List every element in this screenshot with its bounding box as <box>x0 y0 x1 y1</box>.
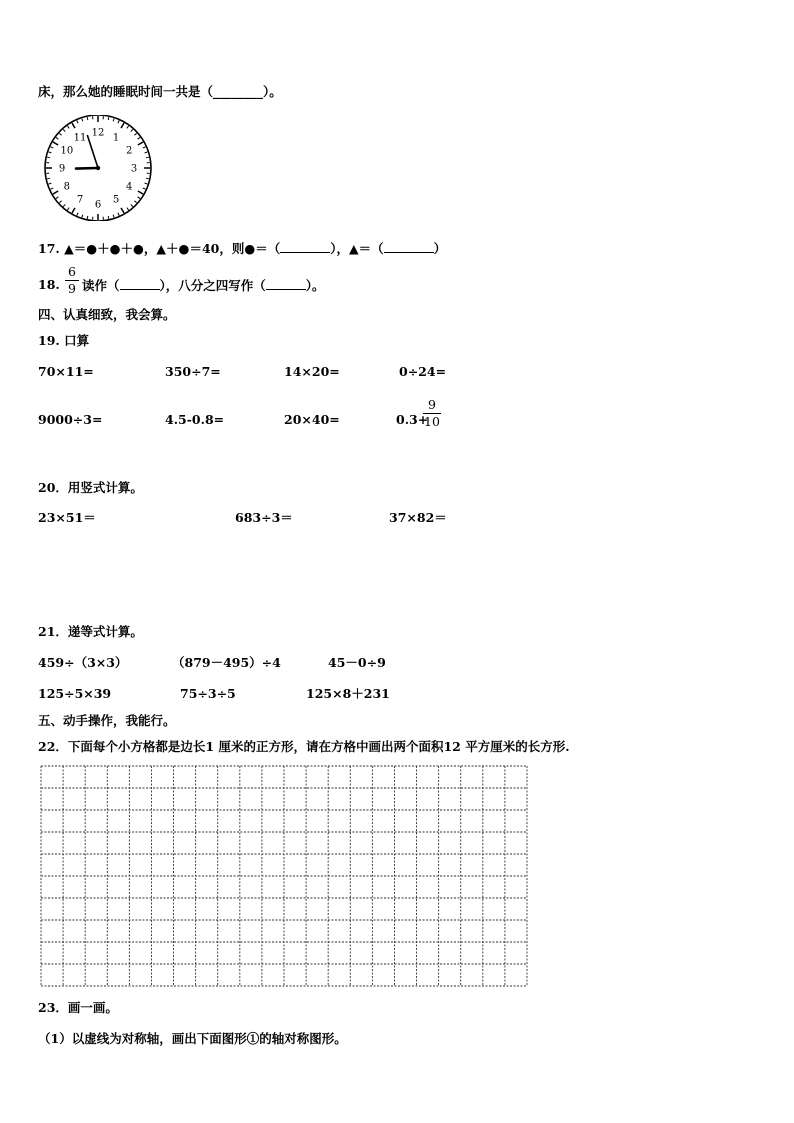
q18-text-b: ），八分之四写作（ <box>159 278 266 293</box>
clock-tick <box>47 178 50 179</box>
clock-tick <box>72 123 75 128</box>
clock-tick <box>59 201 61 203</box>
square-grid[interactable] <box>40 765 528 987</box>
q18-text-a: 读作（ <box>82 278 120 293</box>
q19-item: 9000÷3= <box>38 412 103 427</box>
clock-tick <box>63 204 65 206</box>
q19-item: 0.3+ <box>396 412 429 427</box>
clock-tick <box>143 147 146 148</box>
clock-tick <box>138 137 140 139</box>
q18-line <box>82 277 325 294</box>
q18-blank-write[interactable] <box>266 277 306 290</box>
clock-tick <box>49 152 52 153</box>
q20-item: 23×51＝ <box>38 510 96 525</box>
clock-number: 8 <box>63 181 71 193</box>
clock-tick <box>82 119 83 122</box>
minute-hand <box>87 136 98 168</box>
clock-tick <box>53 142 58 145</box>
q17-blank-circle[interactable] <box>280 240 330 253</box>
clock-number: 6 <box>94 199 102 211</box>
clock-tick <box>127 126 129 128</box>
clock-tick <box>72 208 75 213</box>
clock-number: 9 <box>58 163 66 175</box>
clock-tick <box>138 191 143 194</box>
q17-text-c: ） <box>433 241 447 256</box>
q20-item: 683÷3＝ <box>235 510 293 525</box>
clock-tick <box>82 215 83 218</box>
q19-fraction <box>423 398 441 429</box>
q18-frac-denominator: 9 <box>68 281 76 296</box>
clock-number: 4 <box>125 181 133 193</box>
clock-tick <box>143 188 146 189</box>
clock-tick <box>53 191 58 194</box>
q16-tail: 床，那么她的睡眠时间一共是（________）。 <box>38 84 282 99</box>
clock-number: 5 <box>112 194 120 206</box>
q17-text-a: 17. ▲＝●＋●＋●，▲＋●＝40，则●＝（ <box>38 241 281 256</box>
clock-tick <box>131 129 133 131</box>
clock-number: 11 <box>73 132 87 144</box>
q22-text: 22．下面每个小方格都是边长1 厘米的正方形，请在方格中画出两个面积12 平方厘米的长方形. <box>38 739 570 754</box>
q19-title: 19. 口算 <box>38 333 90 348</box>
q19-item: 350÷7= <box>165 364 221 379</box>
clock-tick <box>77 213 78 216</box>
q17-text-b: ），▲＝（ <box>330 241 384 256</box>
clock-tick <box>67 126 69 128</box>
clock-number: 12 <box>91 127 105 139</box>
clock-tick <box>113 215 114 218</box>
clock-tick <box>121 208 124 213</box>
clock-tick <box>63 129 65 131</box>
q19-item: 70×11= <box>38 364 94 379</box>
q19-item: 0÷24= <box>399 364 447 379</box>
q20-item: 37×82＝ <box>389 510 447 525</box>
hour-hand <box>76 168 98 169</box>
clock-tick <box>77 120 78 123</box>
clock-tick <box>118 120 119 123</box>
clock-tick <box>138 197 140 199</box>
q21-item: 459÷（3×3） <box>38 655 128 670</box>
q18-number: 18. <box>38 277 60 292</box>
clock-tick <box>127 208 129 210</box>
clock-tick <box>50 147 53 148</box>
q19-item: 4.5-0.8= <box>165 412 225 427</box>
q21-item: （879－495）÷4 <box>172 655 281 670</box>
q20-title: 20．用竖式计算。 <box>38 480 143 495</box>
clock-tick <box>56 197 58 199</box>
q21-title: 21．递等式计算。 <box>38 624 143 639</box>
clock-tick <box>134 133 136 135</box>
clock-tick <box>146 178 149 179</box>
q17-line <box>38 240 446 257</box>
clock-tick <box>138 142 143 145</box>
clock-tick <box>118 213 119 216</box>
clock-number: 2 <box>125 145 133 157</box>
q19-frac-denominator: 10 <box>424 414 440 429</box>
clock-face <box>42 115 154 221</box>
clock-tick <box>87 117 88 120</box>
q18-frac-numerator: 6 <box>68 264 76 279</box>
clock-tick <box>87 216 88 219</box>
q18-blank-read[interactable] <box>120 277 160 290</box>
clock-tick <box>49 183 52 184</box>
clock-center <box>96 166 100 170</box>
clock-tick <box>108 216 109 219</box>
q17-blank-triangle[interactable] <box>384 240 434 253</box>
clock-tick <box>146 157 149 158</box>
q18-fraction <box>65 265 79 296</box>
q18-text-c: ）。 <box>305 278 325 293</box>
q23-sub1: （1）以虚线为对称轴，画出下面图形①的轴对称图形。 <box>38 1031 347 1046</box>
clock-tick <box>145 183 148 184</box>
clock-tick <box>108 117 109 120</box>
clock-tick <box>113 119 114 122</box>
clock-tick <box>67 208 69 210</box>
clock-tick <box>134 201 136 203</box>
clock-tick <box>50 188 53 189</box>
q21-item: 75÷3÷5 <box>180 686 236 701</box>
clock-number: 1 <box>112 132 120 144</box>
clock-number: 10 <box>60 145 74 157</box>
q21-item: 125÷5×39 <box>38 686 112 701</box>
clock-tick <box>121 123 124 128</box>
clock-tick <box>145 152 148 153</box>
q23-title: 23．画一画。 <box>38 1000 118 1015</box>
clock-number: 7 <box>76 194 84 206</box>
section-4-heading: 四、认真细致，我会算。 <box>38 307 176 322</box>
q21-item: 45－0÷9 <box>328 655 386 670</box>
q21-item: 125×8＋231 <box>306 686 390 701</box>
clock-tick <box>59 133 61 135</box>
clock-tick <box>47 157 50 158</box>
q19-item: 20×40= <box>284 412 340 427</box>
section-5-heading: 五、动手操作，我能行。 <box>38 713 176 728</box>
clock-number: 3 <box>130 163 138 175</box>
clock-tick <box>56 137 58 139</box>
q19-frac-numerator: 9 <box>428 397 436 412</box>
clock-tick <box>131 204 133 206</box>
q19-item: 14×20= <box>284 364 340 379</box>
